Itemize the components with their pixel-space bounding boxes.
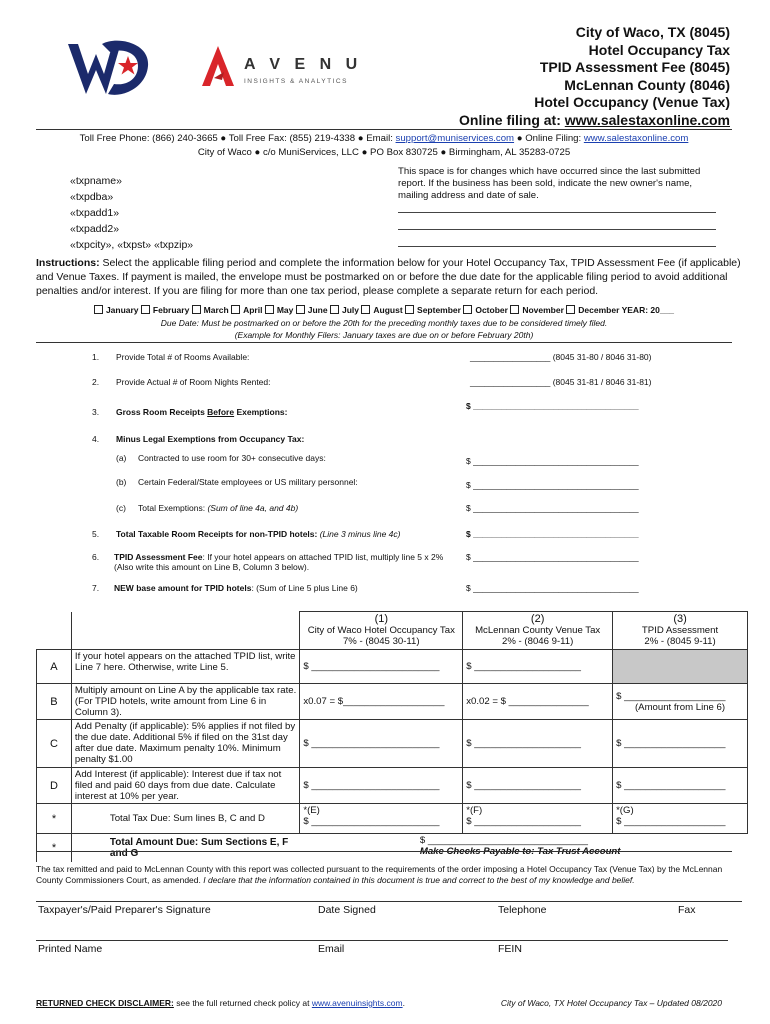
online-filing-link[interactable]: www.salestaxonline.com <box>564 111 730 128</box>
month-checkbox[interactable]: September <box>405 305 461 315</box>
month-checkbox[interactable]: June <box>296 305 328 315</box>
row-e-col-1[interactable]: *(E) $ ________________________ <box>300 804 463 834</box>
line-2-number: 2. <box>92 377 100 387</box>
change-line-2[interactable] <box>398 229 716 230</box>
line-6-number: 6. <box>92 552 100 562</box>
table-row: * Total Amount Due: Sum Sections E, F and G $ ______________________________ Make Checks Payable to: Tax Trust Account <box>37 834 748 862</box>
header-line-5: Hotel Occupancy (Venue Tax) <box>534 94 730 110</box>
month-checkbox[interactable]: February <box>141 305 189 315</box>
line-7-field[interactable]: $ ___________________________________ <box>466 583 639 593</box>
row-d-col-1[interactable]: $ ________________________ <box>300 768 463 804</box>
line-4a-field[interactable]: $ ___________________________________ <box>466 456 639 466</box>
period-divider <box>36 342 732 343</box>
signature-line-2[interactable] <box>36 940 728 941</box>
line-1-label: Provide Total # of Rooms Available: <box>116 352 250 362</box>
online-label: Online filing at: <box>459 111 565 128</box>
contact-line-1 <box>36 133 732 144</box>
line-7-label: NEW base amount for TPID hotels: (Sum of Line 5 plus Line 6) <box>114 583 358 593</box>
line-4b-number: (b) <box>116 477 127 487</box>
month-checkbox[interactable]: July <box>330 305 359 315</box>
line-3-label: Gross Room Receipts Before Exemptions: <box>116 407 288 417</box>
row-a-col-1[interactable]: $ ________________________ <box>300 650 463 684</box>
sig-label-email: Email <box>318 943 345 955</box>
header-line-2: Hotel Occupancy Tax <box>588 41 730 58</box>
table-header-row <box>37 612 748 650</box>
line-3-number: 3. <box>92 407 100 417</box>
change-note: This space is for changes which have occurred since the last submitted report. If the business has been sold, indicate the new owner's name, mailing address and date of sale. <box>398 166 701 201</box>
line-7-number: 7. <box>92 583 100 593</box>
line-3-field[interactable]: $ ___________________________________ <box>466 401 639 411</box>
contact-line-2: City of Waco ● c/o MuniServices, LLC ● PO Box 830725 ● Birmingham, AL 35283-0725 <box>197 147 571 158</box>
header-line-4: McLennan County (8046) <box>564 76 730 93</box>
sig-label-telephone: Telephone <box>498 904 547 916</box>
signature-line-1[interactable] <box>36 901 742 902</box>
table-row: * Total Tax Due: Sum lines B, C and D *(E) $ ________________________ *(F) $ ____________________ *(G) $ ___________________ <box>37 804 748 834</box>
sig-label-fax: Fax <box>678 904 696 916</box>
sig-label-fein: FEIN <box>498 943 522 955</box>
header-online-line <box>370 112 730 130</box>
month-checkbox[interactable]: May <box>265 305 294 315</box>
line-6-label: TPID Assessment Fee: If your hotel appears on attached TPID list, multiply line 5 x 2% (Also write this amount on Line B, Column 3 below). <box>114 552 444 572</box>
address-block <box>70 173 193 253</box>
line-4b-field[interactable]: $ ___________________________________ <box>466 480 639 490</box>
form-header <box>370 24 730 129</box>
avenu-brand-name: A V E N U <box>244 56 363 73</box>
row-b-col-1[interactable]: x0.07 = $___________________ <box>300 684 463 720</box>
sig-label-signature: Taxpayer's/Paid Preparer's Signature <box>38 904 211 916</box>
row-b-col-3[interactable]: $ ___________________ (Amount from Line 6) <box>613 684 748 720</box>
table-row: D Add Interest (if applicable): Interest due if tax not filed and paid 60 days from due date. Calculate interest at 10% per year. $ ________________________ $ ____________________ $ ___________________ <box>37 768 748 804</box>
address-line: «txpadd1» <box>70 207 120 219</box>
returned-check-disclaimer: RETURNED CHECK DISCLAIMER: see the full returned check policy at www.avenuinsights.com. <box>36 998 405 1008</box>
line-4c-label: Total Exemptions: (Sum of line 4a, and 4b) <box>138 503 299 513</box>
header-line-3: TPID Assessment Fee (8045) <box>539 59 730 75</box>
footer-version: City of Waco, TX Hotel Occupancy Tax – Updated 08/2020 <box>500 998 722 1008</box>
instructions <box>36 256 742 298</box>
email-link[interactable]: support@muniservices.com <box>395 133 515 144</box>
example-note: (Example for Monthly Filers: January taxes are due on or before February 20th) <box>234 330 534 340</box>
row-b-col-2[interactable]: x0.02 = $ _______________ <box>463 684 613 720</box>
instructions-text: Select the applicable filing period and complete the information below for your Hotel Occupancy Tax, TPID Assessment Fee (if applicable) and Venue Taxes. If payment is mailed, the envelope must be postmarked on or before the due date for the applicable filing period to avoid additional penalties and/or interest. If you are filing for more than one tax period, please complete a separate return for each period. <box>36 257 741 297</box>
month-selector <box>36 305 732 315</box>
row-d-col-3[interactable]: $ ___________________ <box>613 768 748 804</box>
contact-phone-fax: Toll Free Phone: (866) 240-3665 ● Toll Free Fax: (855) 219-4338 ● Email: <box>79 133 396 144</box>
tax-summary-table <box>36 611 748 862</box>
month-checkbox[interactable]: November <box>510 305 564 315</box>
month-checkbox[interactable]: April <box>231 305 262 315</box>
col-header-3: (3) TPID Assessment 2% - (8045 9-11) <box>613 612 748 650</box>
row-c-col-2[interactable]: $ ____________________ <box>463 720 613 768</box>
line-4c-field[interactable]: $ ___________________________________ <box>466 503 639 513</box>
month-checkbox[interactable]: January <box>94 305 139 315</box>
line-4a-number: (a) <box>116 453 127 463</box>
month-checkbox[interactable]: August <box>361 305 402 315</box>
month-checkbox[interactable]: December <box>566 305 619 315</box>
address-line: «txpdba» <box>70 191 114 203</box>
address-line: «txpadd2» <box>70 223 120 235</box>
city-of-waco-logo <box>64 36 154 102</box>
sig-label-date: Date Signed <box>318 904 376 916</box>
row-g-col-3[interactable]: *(G) $ ___________________ <box>613 804 748 834</box>
due-note: Due Date: Must be postmarked on or before the 20th for the preceding monthly taxes due to be considered timely filed. <box>160 318 608 328</box>
instructions-label: Instructions: <box>36 257 100 269</box>
filing-link[interactable]: www.salestaxonline.com <box>583 133 689 144</box>
header-divider <box>36 129 732 130</box>
col-header-2: (2) McLennan County Venue Tax 2% - (8046 9-11) <box>463 612 613 650</box>
table-bottom-divider <box>36 851 732 852</box>
line-4a-label: Contracted to use room for 30+ consecutive days: <box>138 453 326 463</box>
col-header-1: (1) City of Waco Hotel Occupancy Tax 7% - (8045 30-11) <box>300 612 463 650</box>
line-1-field[interactable]: _________________ (8045 31-80 / 8046 31-80) <box>470 352 652 362</box>
line-5-label: Total Taxable Room Receipts for non-TPID hotels: (Line 3 minus line 4c) <box>116 529 401 539</box>
table-row: B Multiply amount on Line A by the applicable tax rate. (For TPID hotels, write amount from Line 6 in Column 3). x0.07 = $___________________ x0.02 = $ _______________ $ ___________________ (Amount from Line 6) <box>37 684 748 720</box>
declaration: The tax remitted and paid to McLennan County with this report was collected pursuant to the requirements of the order imposing a Hotel Occupancy Tax (Venue Tax) by the McLennan County Commissioners Court, as amended. I declare that the information contained in this document is true and correct to the best of my knowledge and belief. <box>36 864 723 885</box>
address-line: «txpcity», «txpst» «txpzip» <box>70 239 194 251</box>
sig-label-printed-name: Printed Name <box>38 943 103 955</box>
line-5-field[interactable]: $ ___________________________________ <box>466 529 639 539</box>
line-5-number: 5. <box>92 529 100 539</box>
avenu-link[interactable]: www.avenuinsights.com <box>311 998 403 1008</box>
contact-filing-label: ● Online Filing: <box>514 133 584 144</box>
line-4b-label: Certain Federal/State employees or US military personnel: <box>138 477 358 487</box>
row-a-col-3 <box>613 650 748 684</box>
line-6-field[interactable]: $ ___________________________________ <box>466 552 639 562</box>
row-c-col-3[interactable]: $ ___________________ <box>613 720 748 768</box>
month-checkbox[interactable]: October <box>463 305 508 315</box>
avenu-tagline: INSIGHTS & ANALYTICS <box>244 78 348 85</box>
line-2-field[interactable]: _________________ (8045 31-81 / 8046 31-81) <box>470 377 652 387</box>
year-field[interactable]: YEAR: 20___ <box>621 305 675 315</box>
address-line: «txpname» <box>70 175 122 187</box>
row-f-col-2[interactable]: *(F) $ ____________________ <box>463 804 613 834</box>
line-1-number: 1. <box>92 352 100 362</box>
row-a-col-2[interactable]: $ ____________________ <box>463 650 613 684</box>
checks-payable: Make Checks Payable to: Tax Trust Account <box>419 846 621 857</box>
line-2-label: Provide Actual # of Room Nights Rented: <box>116 377 271 387</box>
month-checkbox[interactable]: March <box>192 305 229 315</box>
row-d-col-2[interactable]: $ ____________________ <box>463 768 613 804</box>
change-line-3[interactable] <box>398 246 716 247</box>
line-4-number: 4. <box>92 434 100 444</box>
row-c-col-1[interactable]: $ ________________________ <box>300 720 463 768</box>
total-amount-due[interactable]: $ ______________________________ Make Checks Payable to: Tax Trust Account <box>300 834 748 862</box>
avenu-logo-mark <box>200 44 236 88</box>
change-line-1[interactable] <box>398 212 716 213</box>
line-4-label: Minus Legal Exemptions from Occupancy Tax: <box>116 434 305 444</box>
line-4c-number: (c) <box>116 503 126 513</box>
table-row: C Add Penalty (if applicable): 5% applies if not filed by the due date. Additional 5% if filed on the 31st day after due date. Maximum penalty 10%. Minimum penalty $1.00 $ ________________________ $ ____________________ $ ___________________ <box>37 720 748 768</box>
header-line-1: City of Waco, TX (8045) <box>575 24 730 40</box>
table-row: A If your hotel appears on the attached TPID list, write Line 7 here. Otherwise, write Line 5. $ ________________________ $ ____________________ <box>37 650 748 684</box>
